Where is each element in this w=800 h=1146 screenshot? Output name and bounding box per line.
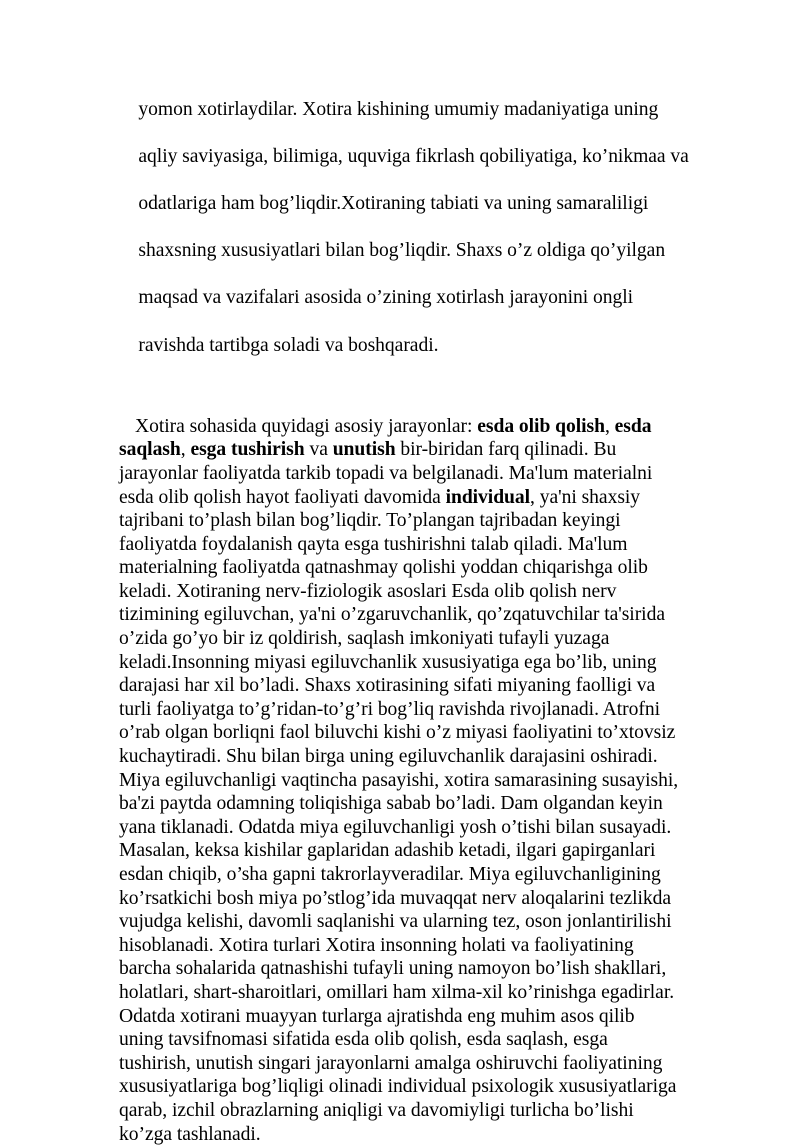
line: tizimining egiluvchan, ya'ni o’zgaruvchanlik, qo’zqatuvchilar ta'sirida (119, 604, 665, 626)
line: darajasi har xil bo’ladi. Shaxs xotirasining sifati miyaning faolligi va (119, 675, 656, 697)
bold-term: esga tushirish (190, 439, 305, 461)
paragraph-1 (119, 74, 749, 381)
paragraph-2-rest (119, 510, 678, 1144)
line: yana tiklanadi. Odatda miya egiluvchanligi yosh o’tishi bilan susayadi. (119, 816, 672, 838)
text: , (604, 415, 615, 437)
text: Xotira sohasida quyidagi asosiy jarayonlar: (135, 415, 478, 437)
bold-term: saqlash (119, 439, 181, 461)
line: tajribani to’plash bilan bog’liqdir. To’plangan tajribadan keyingi (119, 510, 621, 532)
document-page (119, 74, 749, 1146)
line: materialning faoliyatda qatnashmay qolishi yoddan chiqarishga olib (119, 557, 648, 579)
line: vujudga kelishi, davomli saqlanishi va ularning tez, oson jonlantirilishi (119, 911, 672, 933)
line: holatlari, shart-sharoitlari, omillari ham xilma-xil ko’rinishga egadirlar. (119, 981, 675, 1003)
line: jarayonlar faoliyatda tarkib topadi va belgilanadi. Ma'lum materialni (119, 462, 653, 484)
line: ravishda tartibga soladi va boshqaradi. (138, 334, 439, 356)
line: turli faoliyatga to’g’ridan-to’g’ri bog’liq ravishda rivojlanadi. Atrofni (119, 698, 661, 720)
line: keladi. Xotiraning nerv-fiziologik asoslari Esda olib qolish nerv (119, 580, 617, 602)
line: esdan chiqib, o’sha gapni takrorlayveradilar. Miya egiluvchanligining (119, 864, 661, 885)
line: hisoblanadi. Xotira turlari Xotira insonning holati va faoliyatining (119, 934, 634, 956)
text: , (180, 439, 191, 461)
line: o’zida go’yo bir iz qoldirish, saqlash imkoniyati tufayli yuzaga (119, 628, 610, 650)
paragraph-2 (119, 415, 749, 1146)
line: o’rab olgan borliqni faol biluvchi kishi o’z miyasi faoliyatini to’xtovsiz (119, 722, 676, 744)
line: ba'zi paytda odamning toliqishiga sabab bo’ladi. Dam olgandan keyin (119, 793, 663, 815)
line: ko’zga tashlanadi. (119, 1123, 261, 1145)
line: keladi.Insonning miyasi egiluvchanlik xususiyatiga ega bo’lib, uning (119, 651, 657, 673)
bold-term: individual (445, 486, 531, 508)
text: bir-biridan farq qilinadi. Bu (395, 439, 617, 461)
line: maqsad va vazifalari asosida o’zining xotirlash jarayonini ongli (138, 287, 634, 309)
text: esda olib qolish hayot faoliyati davomida (119, 486, 446, 508)
line: odatlariga ham bog’liqdir.Xotiraning tabiati va uning samaraliligi (138, 192, 649, 214)
line: yomon xotirlaydilar. Xotira kishining umumiy madaniyatiga uning (138, 98, 659, 120)
line: Odatda xotirani muayyan turlarga ajratishda eng muhim asos qilib (119, 1005, 635, 1027)
line: aqliy saviyasiga, bilimiga, uquviga fikrlash qobiliyatiga, ko’nikmaa va (138, 145, 689, 167)
line: uning tavsifnomasi sifatida esda olib qolish, esda saqlash, esga (119, 1029, 608, 1051)
line: Masalan, keksa kishilar gaplaridan adashib ketadi, ilgari gapirganlari (119, 840, 656, 862)
text: va (304, 439, 333, 461)
line: faoliyatda foydalanish qayta esga tushirishni talab qiladi. Ma'lum (119, 533, 628, 555)
line: xususiyatlariga bog’liqligi olinadi individual psixologik xususiyatlariga (119, 1076, 677, 1098)
bold-term: esda olib qolish (477, 415, 605, 437)
bold-term: unutish (332, 439, 396, 461)
line: shaxsning xususiyatlari bilan bog’liqdir. Shaxs o’z oldiga qo’yilgan (138, 240, 666, 262)
line: tushirish, unutish singari jarayonlarni amalga oshiruvchi faoliyatining (119, 1052, 663, 1074)
line: Miya egiluvchanligi vaqtincha pasayishi, xotira samarasining susayishi, (119, 769, 679, 791)
line: ko’rsatkichi bosh miya po’stlog’ida muvaqqat nerv aloqalarini tezlikda (119, 887, 672, 909)
line: barcha sohalarida qatnashishi tufayli uning namoyon bo’lish shakllari, (119, 958, 667, 980)
bold-term: esda (614, 415, 652, 437)
line: kuchaytiradi. Shu bilan birga uning egiluvchanlik darajasini oshiradi. (119, 746, 658, 768)
text: , ya'ni shaxsiy (530, 486, 641, 508)
line: qarab, izchil obrazlarning aniqligi va davomiyligi turlicha bo’lishi (119, 1099, 634, 1121)
